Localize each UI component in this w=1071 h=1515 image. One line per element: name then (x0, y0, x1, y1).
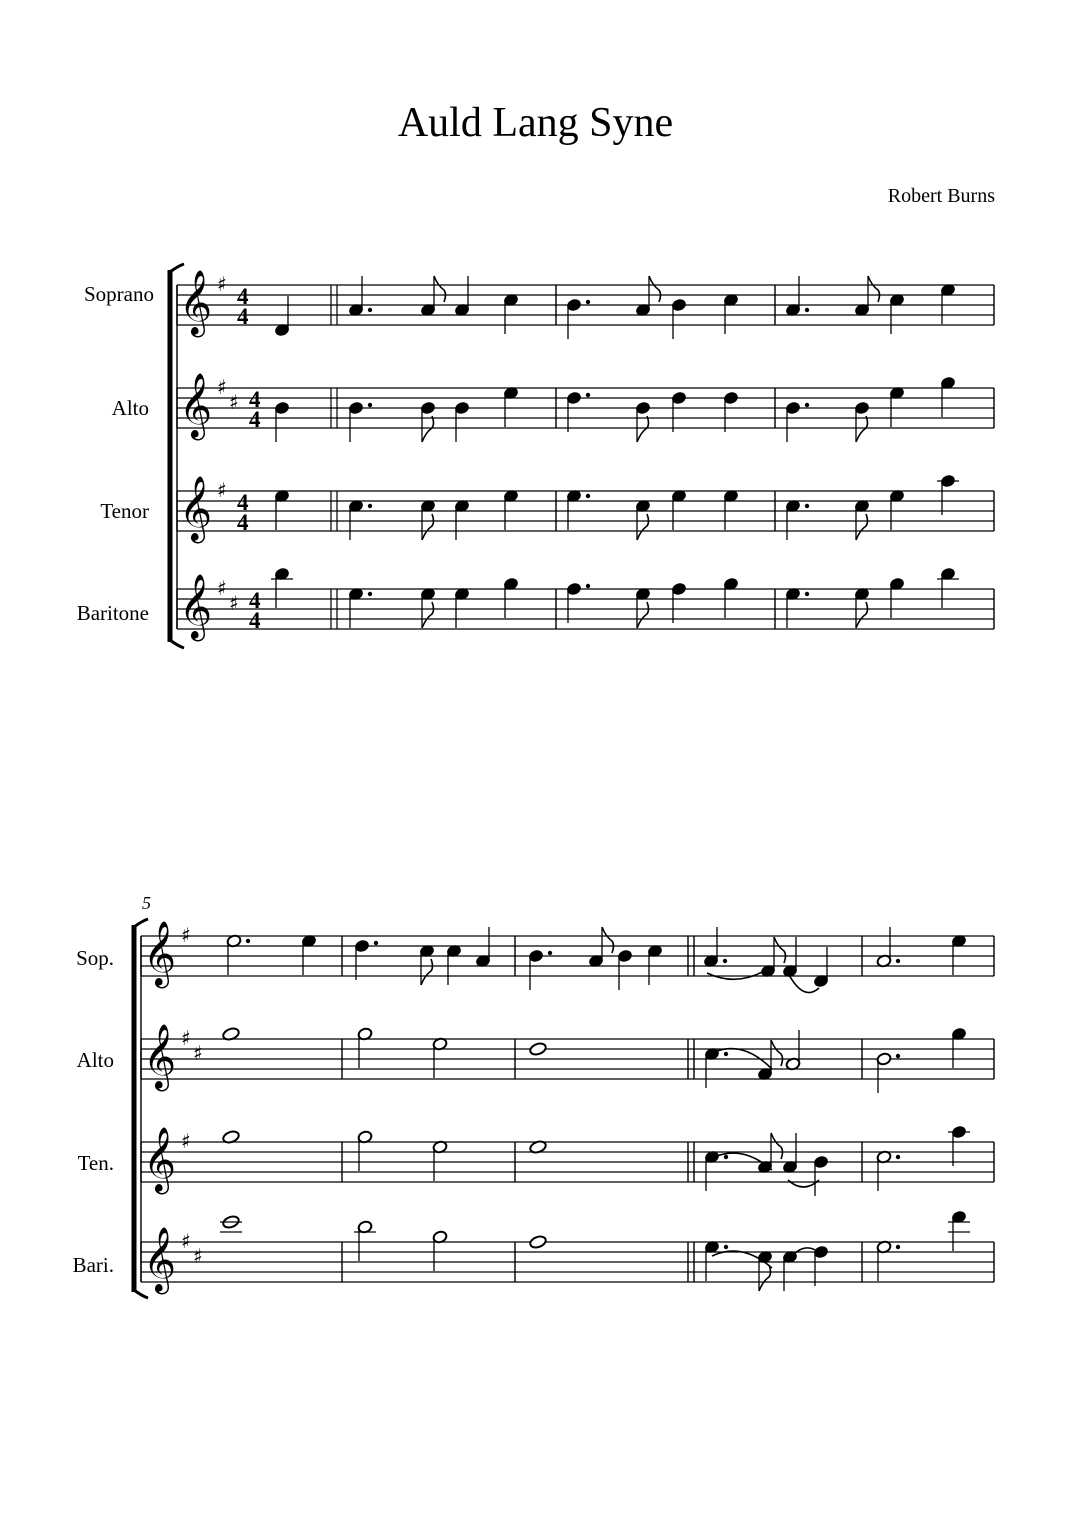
sharp-icon: ♯ (217, 478, 227, 502)
note-flag (771, 1040, 783, 1066)
time-signature-bottom: 4 (237, 510, 249, 535)
note-flag (422, 514, 434, 540)
composer: Robert Burns (887, 185, 995, 207)
treble-clef-icon: 𝄞 (179, 373, 213, 438)
time-signature-bottom: 4 (237, 304, 249, 329)
staff-label-baritone: Baritone (76, 601, 149, 625)
note-flag (421, 959, 433, 985)
sharp-icon: ♯ (217, 375, 227, 399)
augmentation-dot (896, 959, 900, 963)
augmentation-dot (805, 592, 809, 596)
sharp-icon: ♯ (217, 272, 227, 296)
sharp-icon: ♯ (181, 923, 191, 947)
treble-clef-icon: 𝄞 (179, 476, 213, 541)
augmentation-dot (723, 959, 727, 963)
sharp-icon: ♯ (193, 1244, 203, 1268)
augmentation-dot (724, 1155, 728, 1159)
note-flag (856, 602, 868, 628)
sharp-icon: ♯ (181, 1129, 191, 1153)
augmentation-dot (586, 494, 590, 498)
note-flag (602, 927, 614, 953)
augmentation-dot (586, 300, 590, 304)
note-flag (774, 937, 786, 963)
sharp-icon: ♯ (217, 576, 227, 600)
notehead (529, 1235, 547, 1250)
augmentation-dot (896, 1245, 900, 1249)
note-flag (759, 1265, 771, 1291)
staff-label-alto: Alto (111, 396, 149, 420)
augmentation-dot (724, 1052, 728, 1056)
augmentation-dot (805, 403, 809, 407)
staff-label-bari: Bari. (72, 1253, 114, 1277)
note-flag (422, 416, 434, 442)
score-title: Auld Lang Syne (397, 100, 674, 146)
bracket-hook (170, 640, 184, 648)
notehead (529, 1042, 547, 1057)
time-signature-bottom: 4 (249, 608, 261, 633)
augmentation-dot (724, 1245, 728, 1249)
sharp-icon: ♯ (193, 1041, 203, 1065)
augmentation-dot (896, 1054, 900, 1058)
staff-label-ten: Ten. (77, 1151, 114, 1175)
augmentation-dot (374, 941, 378, 945)
time-signature-top: 4 (237, 284, 249, 309)
sharp-icon: ♯ (229, 591, 239, 615)
note-flag (771, 1133, 783, 1159)
augmentation-dot (368, 403, 372, 407)
augmentation-dot (368, 592, 372, 596)
treble-clef-icon: 𝄞 (143, 1227, 177, 1292)
note-flag (422, 602, 434, 628)
treble-clef-icon: 𝄞 (143, 1024, 177, 1089)
note-flag (637, 416, 649, 442)
sharp-icon: ♯ (181, 1229, 191, 1253)
time-signature-top: 4 (237, 490, 249, 515)
augmentation-dot (586, 584, 590, 588)
sharp-icon: ♯ (181, 1026, 191, 1050)
augmentation-dot (805, 504, 809, 508)
note-flag (637, 514, 649, 540)
treble-clef-icon: 𝄞 (179, 574, 213, 639)
augmentation-dot (586, 393, 590, 397)
time-signature-top: 4 (249, 387, 261, 412)
note-flag (856, 514, 868, 540)
augmentation-dot (368, 504, 372, 508)
augmentation-dot (896, 1155, 900, 1159)
staff-label-alto-2: Alto (76, 1048, 114, 1072)
note-flag (434, 276, 446, 302)
measure-number: 5 (142, 893, 151, 913)
note-flag (649, 276, 661, 302)
augmentation-dot (246, 939, 250, 943)
augmentation-dot (548, 951, 552, 955)
note-flag (856, 416, 868, 442)
treble-clef-icon: 𝄞 (143, 1127, 177, 1192)
sharp-icon: ♯ (229, 390, 239, 414)
slur (707, 970, 766, 979)
time-signature-bottom: 4 (249, 407, 261, 432)
staff-label-soprano: Soprano (84, 282, 154, 306)
staff-label-tenor: Tenor (100, 499, 149, 523)
note-flag (868, 276, 880, 302)
treble-clef-icon: 𝄞 (143, 921, 177, 986)
staff-label-sop: Sop. (76, 946, 114, 970)
augmentation-dot (805, 308, 809, 312)
note-flag (637, 602, 649, 628)
treble-clef-icon: 𝄞 (179, 270, 213, 335)
time-signature-top: 4 (249, 588, 261, 613)
augmentation-dot (368, 308, 372, 312)
